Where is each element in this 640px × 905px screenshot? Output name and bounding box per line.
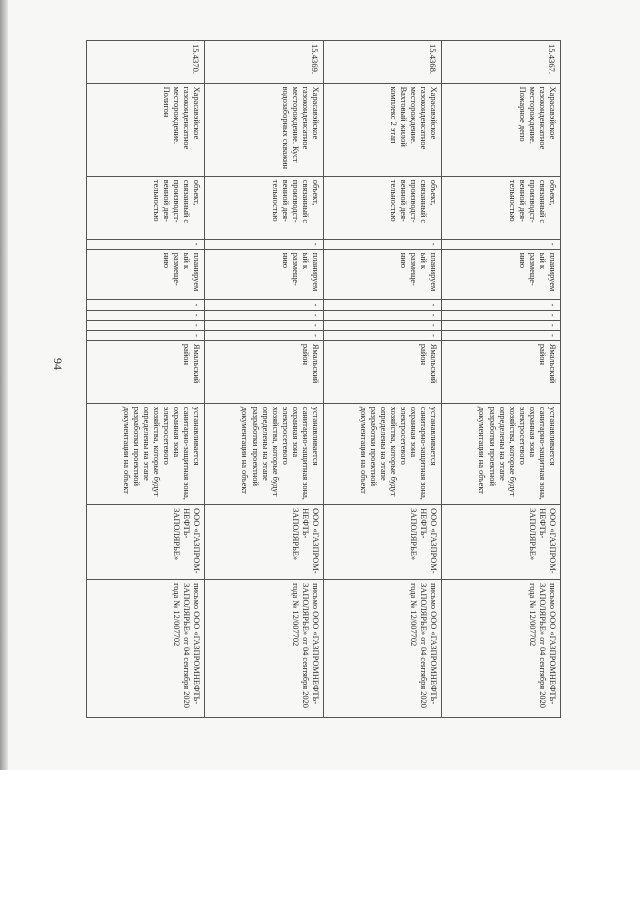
object-type: объект, связанный с производст-венной дея-тельностью (87, 176, 206, 239)
page-number: 94 (51, 358, 65, 370)
empty-cell: - (442, 320, 561, 330)
empty-cell: - (324, 330, 443, 340)
object-basis-document: письмо ООО «ГАЗПРОМНЕФТЬ-ЗАПОЛЯРЬЕ» от 04 сентября 2020 года № 12/007702 (205, 580, 324, 718)
object-region: Ямальский район (87, 340, 206, 403)
object-zone: устанавливается санитарно-защитная зона, охранная зона электросетевого хозяйства, которые будут определены на этапе разработки проектной документации на объект (205, 403, 324, 504)
object-region: Ямальский район (205, 340, 324, 403)
empty-cell: - (87, 300, 206, 310)
empty-cell: - (87, 320, 206, 330)
object-status: планируемый к размеще-нию (324, 249, 443, 300)
object-region: Ямальский район (442, 340, 561, 403)
registry-table-rotated (86, 40, 561, 718)
object-zone: устанавливается санитарно-защитная зона, охранная зона электросетевого хозяйства, которые будут определены на этапе разработки проектной документации на объект (87, 403, 206, 504)
table-row (87, 41, 206, 718)
object-basis-document: письмо ООО «ГАЗПРОМНЕФТЬ-ЗАПОЛЯРЬЕ» от 04 сентября 2020 года № 12/007702 (87, 580, 206, 718)
empty-cell: - (442, 310, 561, 320)
row-number: 15.4367. (442, 41, 561, 84)
object-basis-document: письмо ООО «ГАЗПРОМНЕФТЬ-ЗАПОЛЯРЬЕ» от 04 сентября 2020 года № 12/007702 (324, 580, 443, 718)
empty-cell: - (442, 330, 561, 340)
empty-cell: - (87, 239, 206, 249)
object-name: Харасавэйское газоконденсатное месторождение. Полигон (87, 83, 206, 176)
object-organization: ООО «ГАЗПРОМ-НЕФТЬ-ЗАПОЛЯРЬЕ» (87, 505, 206, 580)
object-type: объект, связанный с производст-венной дея-тельностью (205, 176, 324, 239)
object-name: Харасавэйское газоконденсатное месторождение. Пожарное депо (442, 83, 561, 176)
row-number: 15.4370. (87, 41, 206, 84)
object-status: планируемый к размеще-нию (87, 249, 206, 300)
registry-table (86, 40, 561, 718)
empty-cell: - (324, 320, 443, 330)
object-status: планируемый к размеще-нию (205, 249, 324, 300)
object-type: объект, связанный с производст-венной дея-тельностью (324, 176, 443, 239)
table-row (442, 41, 561, 718)
empty-cell: - (205, 300, 324, 310)
object-organization: ООО «ГАЗПРОМ-НЕФТЬ-ЗАПОЛЯРЬЕ» (324, 505, 443, 580)
object-name: Харасавэйское газоконденсатное месторождение. Вахтовый жилой комплекс 2 этап (324, 83, 443, 176)
empty-cell: - (442, 239, 561, 249)
table-row (205, 41, 324, 718)
empty-cell: - (205, 330, 324, 340)
scan-shadow-edge (0, 0, 8, 770)
object-organization: ООО «ГАЗПРОМ-НЕФТЬ-ЗАПОЛЯРЬЕ» (442, 505, 561, 580)
empty-cell: - (442, 300, 561, 310)
empty-cell: - (87, 330, 206, 340)
empty-cell: - (205, 239, 324, 249)
object-basis-document: письмо ООО «ГАЗПРОМНЕФТЬ-ЗАПОЛЯРЬЕ» от 04 сентября 2020 года № 12/007702 (442, 580, 561, 718)
row-number: 15.4369. (205, 41, 324, 84)
object-zone: устанавливается санитарно-защитная зона, охранная зона электросетевого хозяйства, которые будут определены на этапе разработки проектной документации на объект (442, 403, 561, 504)
row-number: 15.4368. (324, 41, 443, 84)
object-status: планируемый к размеще-нию (442, 249, 561, 300)
object-zone: устанавливается санитарно-защитная зона, охранная зона электросетевого хозяйства, которые будут определены на этапе разработки проектной документации на объект (324, 403, 443, 504)
table-row (324, 41, 443, 718)
empty-cell: - (324, 239, 443, 249)
empty-cell: - (205, 320, 324, 330)
scan-blank-area (0, 770, 640, 905)
object-type: объект, связанный с производст-венной дея-тельностью (442, 176, 561, 239)
empty-cell: - (205, 310, 324, 320)
empty-cell: - (324, 300, 443, 310)
object-name: Харасавэйское газоконденсатное месторождение. Куст водозаборных скважин (205, 83, 324, 176)
empty-cell: - (324, 310, 443, 320)
registry-table-body (87, 41, 561, 718)
object-organization: ООО «ГАЗПРОМ-НЕФТЬ-ЗАПОЛЯРЬЕ» (205, 505, 324, 580)
empty-cell: - (87, 310, 206, 320)
object-region: Ямальский район (324, 340, 443, 403)
